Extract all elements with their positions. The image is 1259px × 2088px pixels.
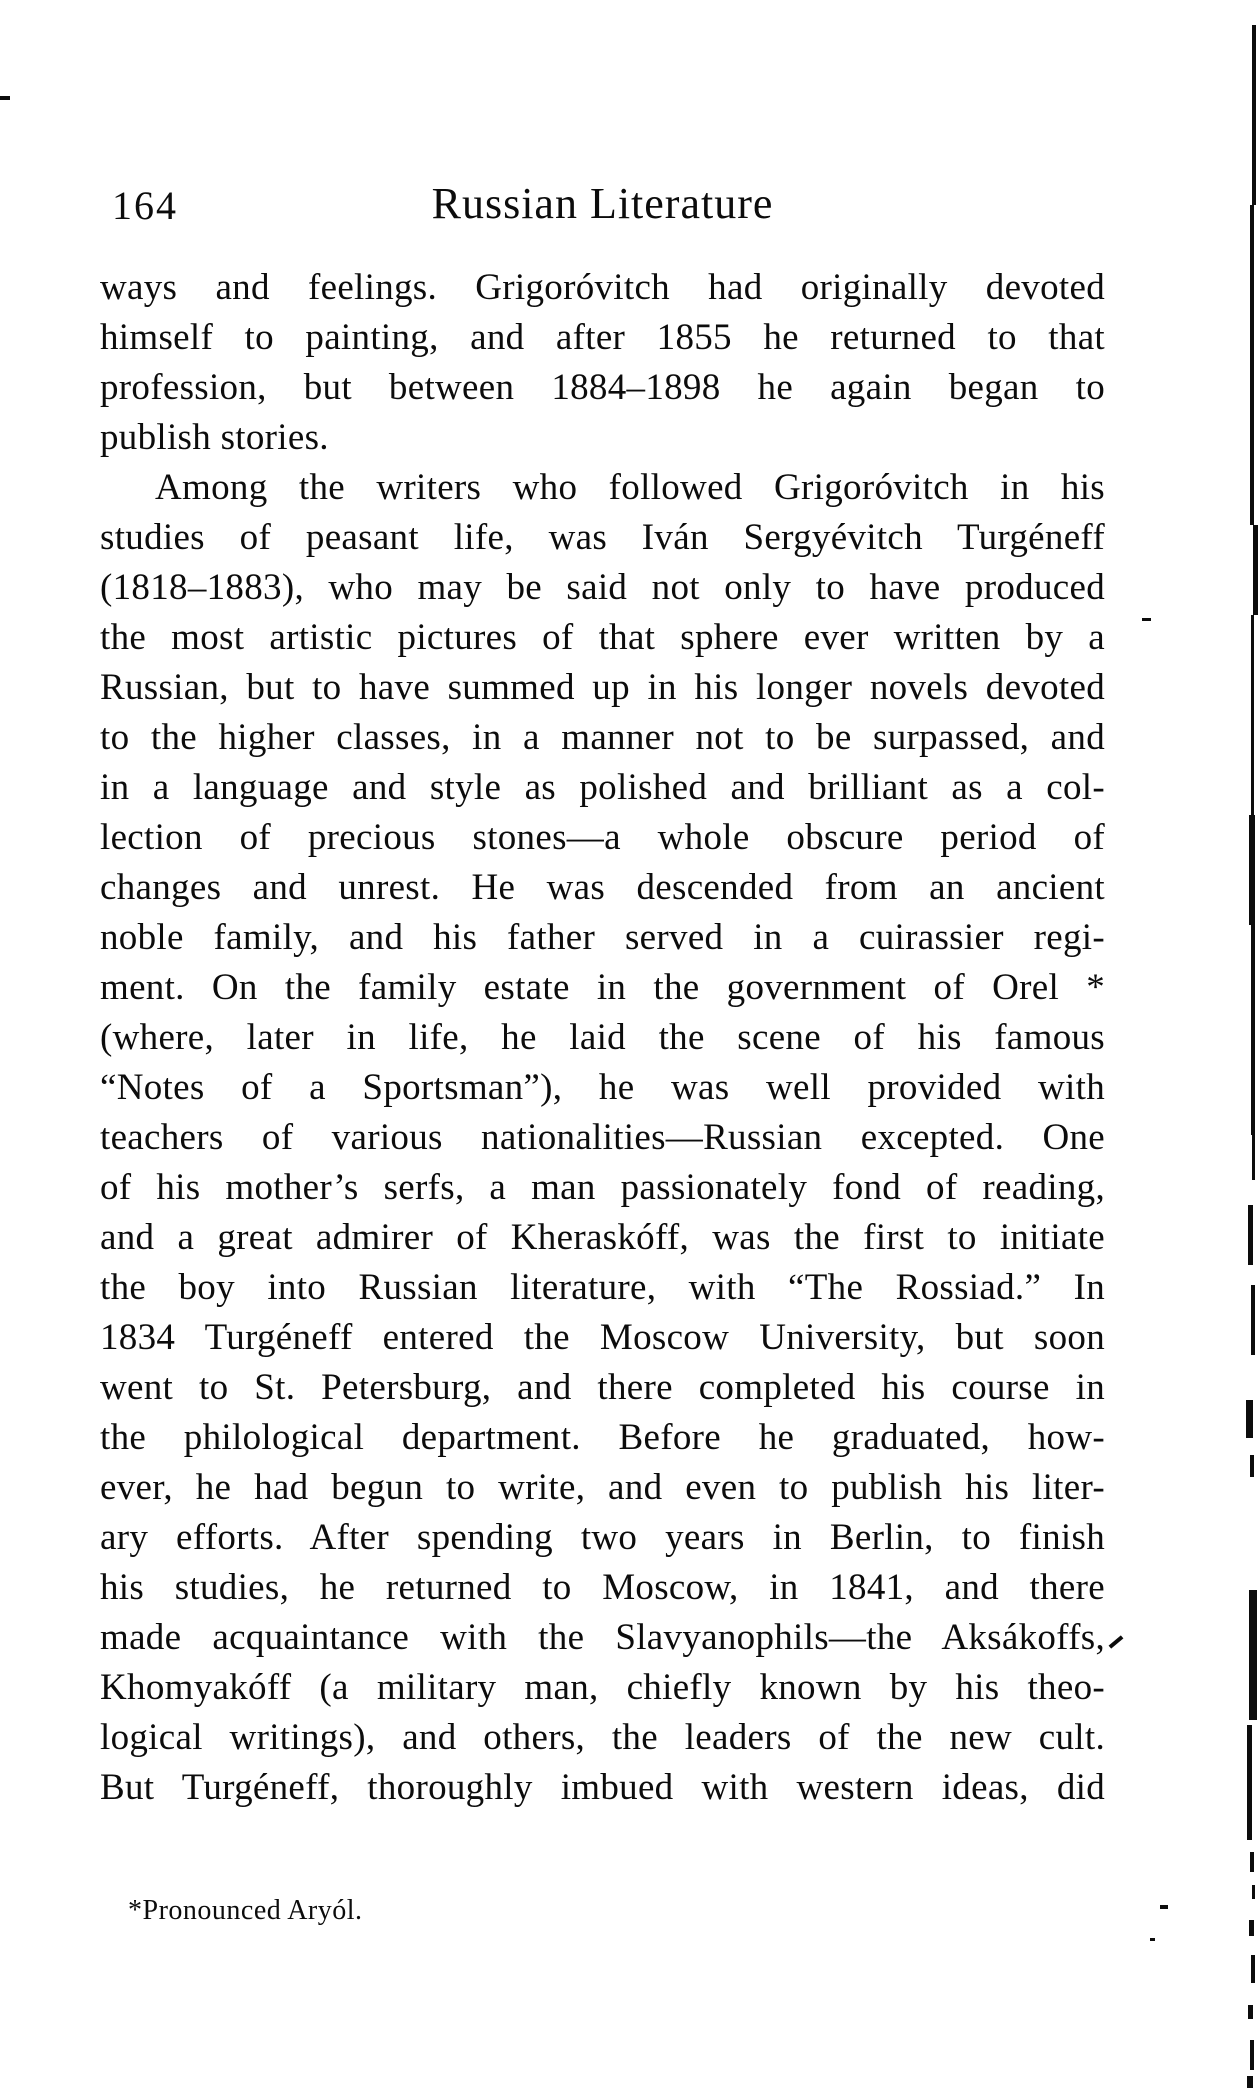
scan-artifact (1250, 205, 1254, 525)
text-line: noble family, and his father served in a cuirassier regi- (100, 917, 1105, 958)
scan-artifact (1251, 1285, 1255, 1355)
scan-artifact (1249, 1590, 1257, 1720)
scan-artifact (1246, 1400, 1253, 1438)
scan-artifact (1248, 1205, 1253, 1265)
text-line: of his mother’s serfs, a man passionately fond of reading, (100, 1167, 1105, 1208)
text-line: (1818–1883), who may be said not only to have produced (100, 567, 1105, 608)
scan-artifact (1251, 615, 1254, 815)
text-line: to the higher classes, in a manner not to be surpassed, and (100, 717, 1105, 758)
text-line: profession, but between 1884–1898 he again began to (100, 367, 1105, 408)
text-line: in a language and style as polished and brilliant as a col- (100, 767, 1105, 808)
scan-artifact (1160, 1905, 1168, 1909)
text-line: Khomyakóff (a military man, chiefly known by his theo- (100, 1667, 1105, 1708)
text-line: his studies, he returned to Moscow, in 1841, and there (100, 1567, 1105, 1608)
scan-artifact (1251, 925, 1255, 1135)
text-line: ment. On the family estate in the government of Orel * (100, 967, 1105, 1008)
text-lines (100, 263, 1105, 1813)
text-line: the boy into Russian literature, with “The Rossiad.” In (100, 1267, 1105, 1308)
text-line: the most artistic pictures of that sphere ever written by a (100, 617, 1105, 658)
text-line: ways and feelings. Grigoróvitch had originally devoted (100, 267, 1105, 308)
text-line: 1834 Turgéneff entered the Moscow University, but soon (100, 1317, 1105, 1358)
scan-artifact (1150, 1938, 1155, 1941)
text-line: the philological department. Before he graduated, how- (100, 1417, 1105, 1458)
scan-artifact (1250, 1852, 1254, 1872)
scan-artifact (1249, 815, 1255, 925)
page-title: Russian Literature (431, 179, 774, 228)
scan-artifact (1253, 525, 1258, 615)
text-line: teachers of various nationalities—Russian excepted. One (100, 1117, 1105, 1158)
text-line: “Notes of a Sportsman”), he was well provided with (100, 1067, 1105, 1108)
scan-artifact (1250, 2040, 1254, 2070)
scan-artifact (1142, 618, 1151, 621)
text-line: ary efforts. After spending two years in Berlin, to finish (100, 1517, 1105, 1558)
scan-artifact (1248, 2005, 1253, 2019)
page-header (100, 178, 1105, 238)
scan-artifact (1250, 1455, 1254, 1477)
scan-artifact (1247, 2076, 1253, 2088)
text-line: logical writings), and others, the leaders of the new cult. (100, 1717, 1105, 1758)
scan-artifact (1247, 1725, 1252, 1840)
text-line: (where, later in life, he laid the scene of his famous (100, 1017, 1105, 1058)
scan-artifact (1252, 1885, 1255, 1899)
scan-artifact (1251, 1955, 1255, 1983)
text-line: publish stories. (100, 417, 329, 458)
text-line: ever, he had begun to write, and even to publish his liter- (100, 1467, 1105, 1508)
text-line: changes and unrest. He was descended from an ancient (100, 867, 1105, 908)
text-line: Among the writers who followed Grigoróvitch in his (155, 467, 1105, 508)
text-line: But Turgéneff, thoroughly imbued with western ideas, did (100, 1767, 1105, 1808)
scan-artifact (1252, 1135, 1255, 1180)
scan-artifact (0, 96, 10, 100)
footnote: *Pronounced Aryól. (128, 1895, 363, 1926)
text-line: studies of peasant life, was Iván Sergyévitch Turgéneff (100, 517, 1105, 558)
text-line: Russian, but to have summed up in his longer novels devoted (100, 667, 1105, 708)
text-line: himself to painting, and after 1855 he returned to that (100, 317, 1105, 358)
scan-artifact (1249, 1920, 1254, 1936)
text-line: lection of precious stones—a whole obscure period of (100, 817, 1105, 858)
scan-artifact (1252, 25, 1256, 205)
text-line: made acquaintance with the Slavyanophils—the Aksákoffs, (100, 1617, 1105, 1658)
text-line: and a great admirer of Kheraskóff, was the first to initiate (100, 1217, 1105, 1258)
text-line: went to St. Petersburg, and there completed his course in (100, 1367, 1105, 1408)
page-number: 164 (112, 183, 178, 228)
scan-artifact (1109, 1635, 1124, 1648)
